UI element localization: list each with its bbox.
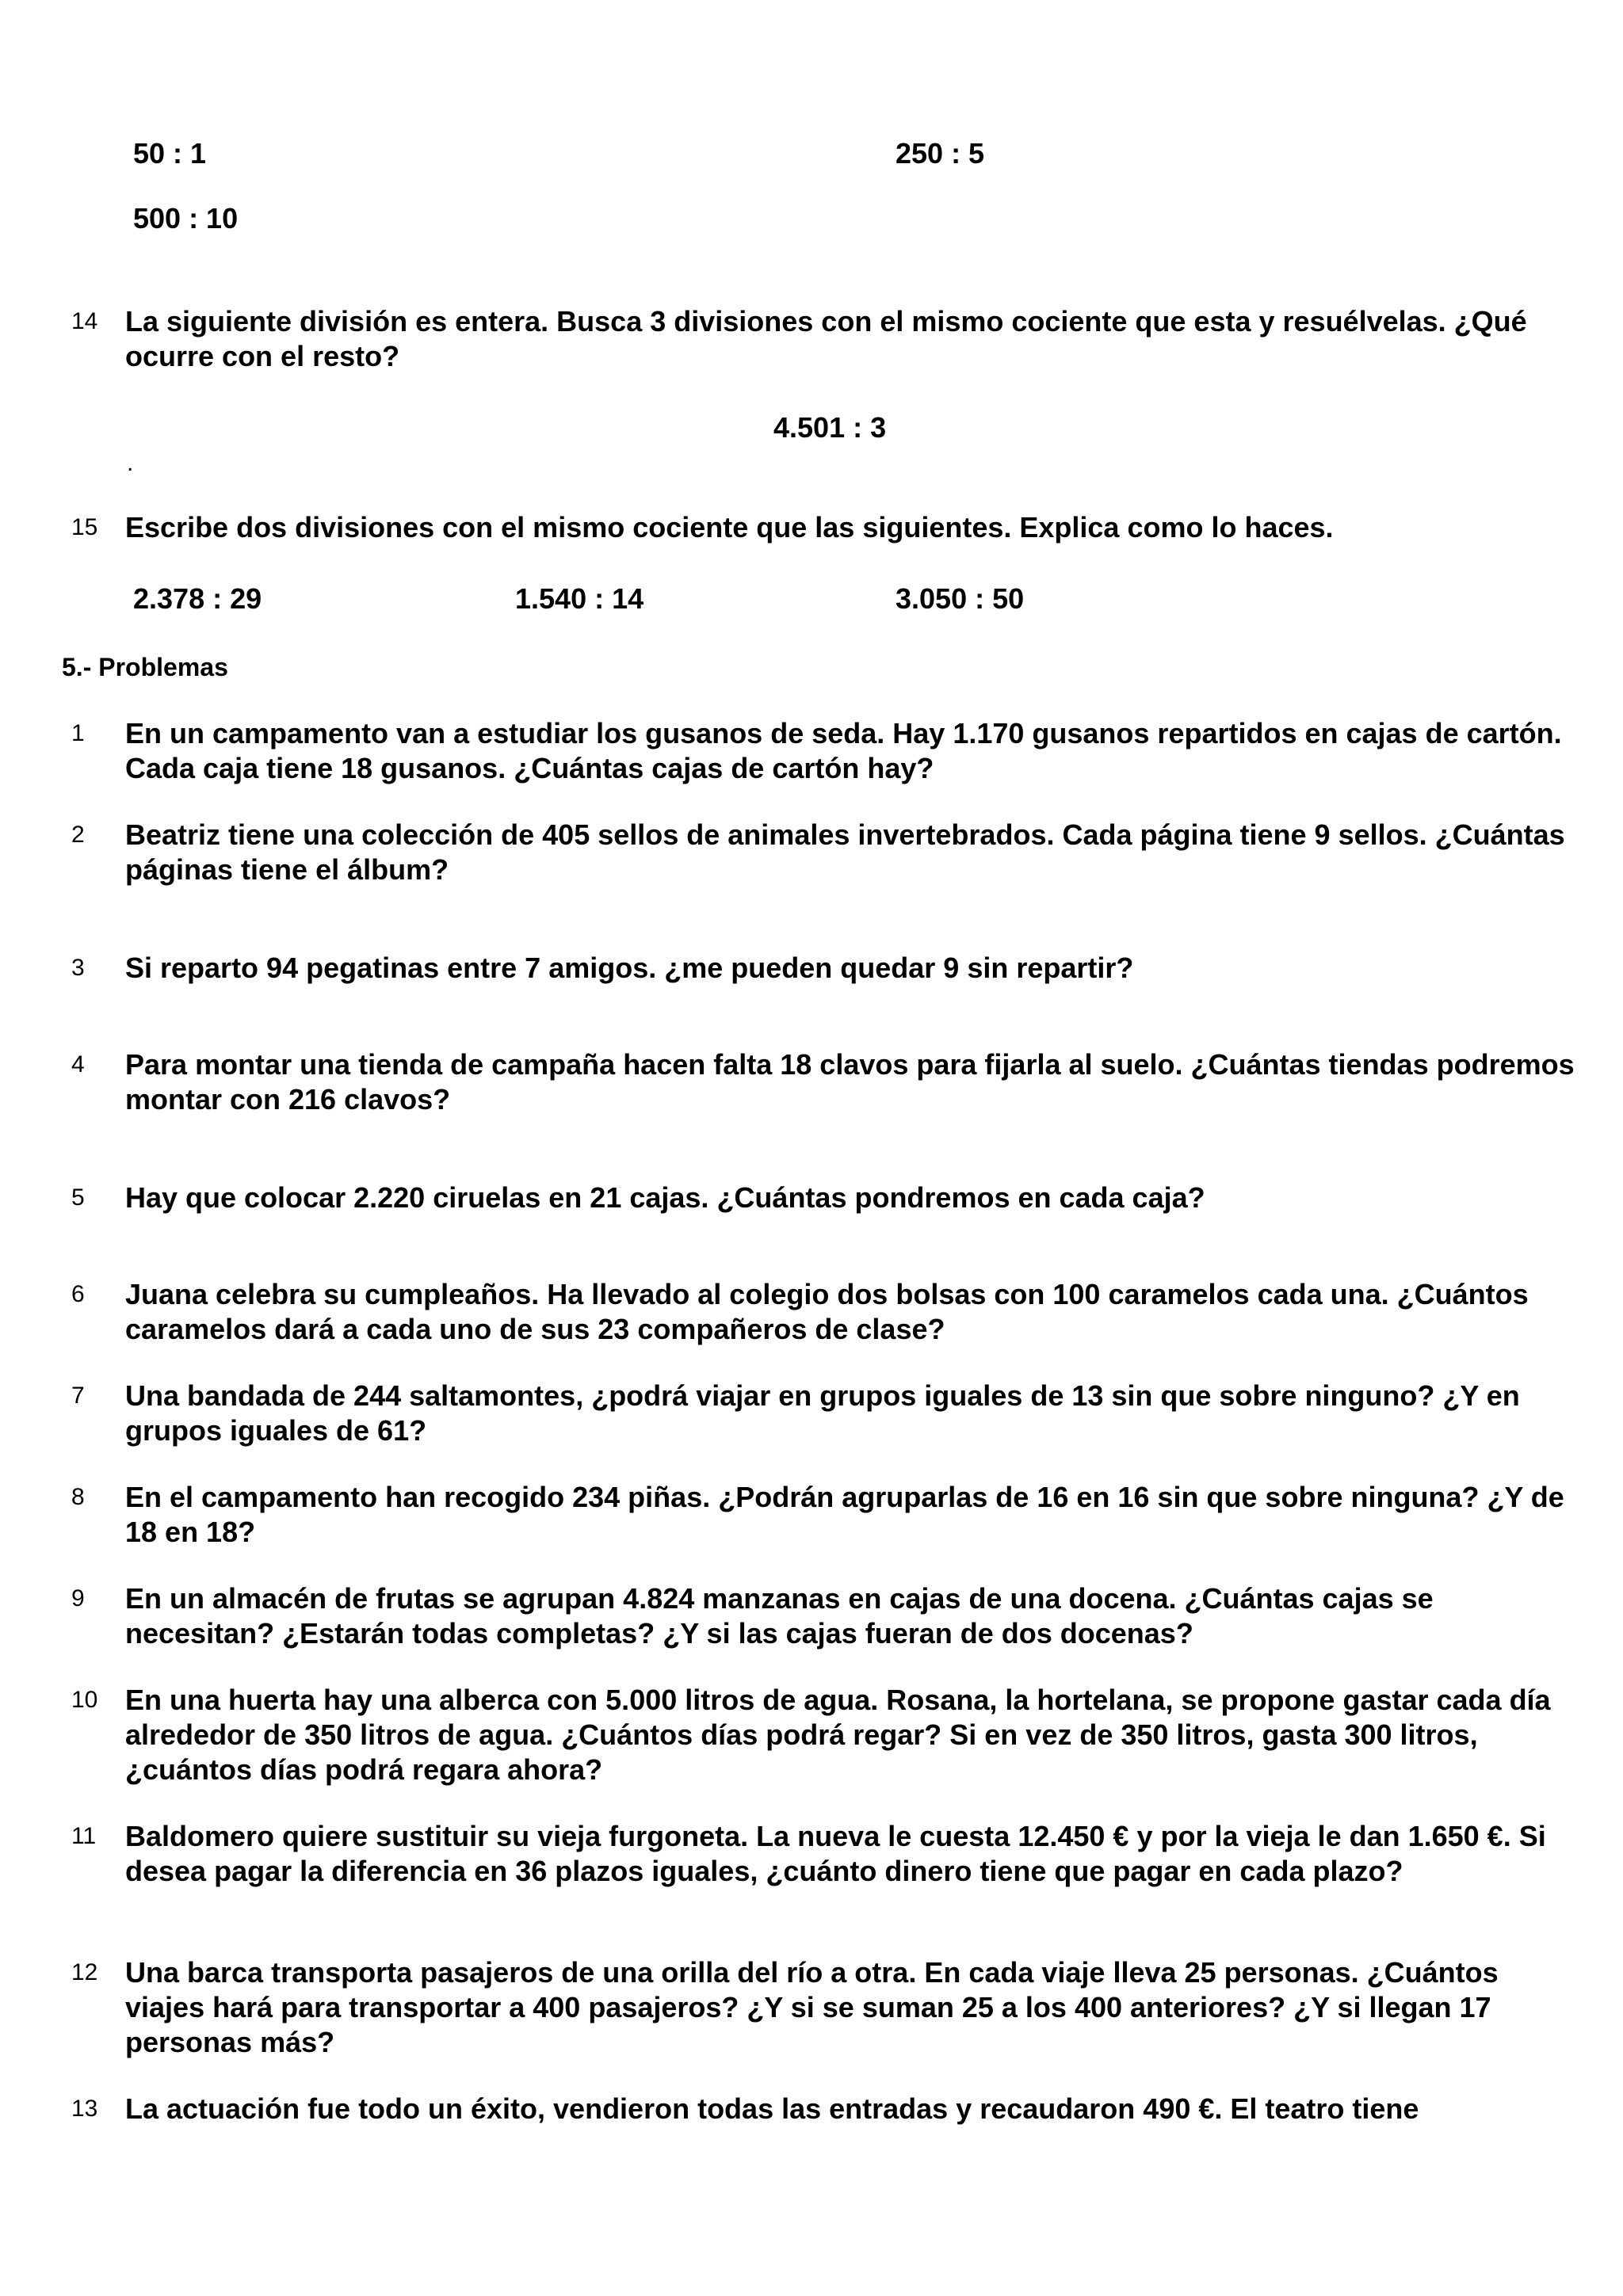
exercise-15-number: 15 — [71, 514, 98, 540]
problem-2-text: Beatriz tiene una colección de 405 sellos de animales invertebrados. Cada página tiene 9 sellos. ¿Cuántas páginas tiene el álbum? — [125, 818, 1565, 886]
problem-8-text: En el campamento han recogido 234 piñas. ¿Podrán agruparlas de 16 en 16 sin que sobre ninguna? ¿Y de 18 en 18? — [125, 1481, 1564, 1548]
problem-5-text: Hay que colocar 2.220 ciruelas en 21 cajas. ¿Cuántas pondremos en cada caja? — [125, 1181, 1205, 1214]
problem-2-number: 2 — [71, 822, 85, 848]
problem-6-number: 6 — [71, 1281, 85, 1307]
problem-11-number: 11 — [71, 1823, 97, 1849]
problem-1-number: 1 — [71, 720, 85, 746]
problem-9-text: En un almacén de frutas se agrupan 4.824 manzanas en cajas de una docena. ¿Cuántas cajas se necesitan? ¿Estarán todas completas? ¿Y si las cajas fueran de dos docenas? — [125, 1582, 1434, 1650]
exercise-14-text: La siguiente división es entera. Busca 3 divisiones con el mismo cociente que esta y resuélvelas. ¿Qué ocurre con el resto? — [125, 305, 1527, 372]
problem-8-number: 8 — [71, 1484, 85, 1510]
problem-6-text: Juana celebra su cumpleaños. Ha llevado al colegio dos bolsas con 100 caramelos cada una. ¿Cuántos caramelos dará a cada uno de sus 23 compañeros de clase? — [125, 1278, 1529, 1345]
problem-12-text: Una barca transporta pasajeros de una orilla del río a otra. En cada viaje lleva 25 personas. ¿Cuántos viajes hará para transportar a 400 pasajeros? ¿Y si se suman 25 a los 400 anteriores? ¿Y si llegan 17 personas más? — [125, 1956, 1499, 2058]
problem-5-number: 5 — [71, 1184, 85, 1211]
problem-4-number: 4 — [71, 1051, 85, 1077]
stray-dot: . — [127, 450, 134, 476]
exercise-15-text: Escribe dos divisiones con el mismo cociente que las siguientes. Explica como lo haces. — [125, 511, 1334, 543]
problem-10-text: En una huerta hay una alberca con 5.000 litros de agua. Rosana, la hortelana, se propone gastar cada día alrededor de 350 litros de agua. ¿Cuántos días podrá regar? Si en vez de 350 litros, gasta 300 litros, ¿cuántos días podrá regara ahora? — [125, 1684, 1551, 1786]
problem-3-number: 3 — [71, 955, 85, 981]
problem-9-number: 9 — [71, 1585, 85, 1611]
problem-7-number: 7 — [71, 1383, 85, 1409]
problem-3-text: Si reparto 94 pegatinas entre 7 amigos. ¿me pueden quedar 9 sin repartir? — [125, 952, 1134, 984]
problem-13-text: La actuación fue todo un éxito, vendieron todas las entradas y recaudaron 490 €. El teatro tiene — [125, 2092, 1419, 2125]
exercise-14-number: 14 — [71, 308, 98, 334]
division-250-5: 250 : 5 — [896, 137, 985, 170]
exercise-14-division: 4.501 : 3 — [773, 411, 887, 444]
division-50-1: 50 : 1 — [133, 137, 207, 170]
problem-13-number: 13 — [71, 2096, 98, 2122]
problem-10-number: 10 — [71, 1687, 98, 1713]
problem-7-text: Una bandada de 244 saltamontes, ¿podrá viajar en grupos iguales de 13 sin que sobre ninguno? ¿Y en grupos iguales de 61? — [125, 1379, 1520, 1447]
exercise-15-division-3: 3.050 : 50 — [896, 582, 1025, 615]
problem-1-text: En un campamento van a estudiar los gusanos de seda. Hay 1.170 gusanos repartidos en cajas de cartón. Cada caja tiene 18 gusanos. ¿Cuántas cajas de cartón hay? — [125, 717, 1562, 784]
exercise-15-division-1: 2.378 : 29 — [133, 582, 262, 615]
problem-11-text: Baldomero quiere sustituir su vieja furgoneta. La nueva le cuesta 12.450 € y por la vieja le dan 1.650 €. Si desea pagar la diferencia en 36 plazos iguales, ¿cuánto dinero tiene que pagar en cada plazo? — [125, 1820, 1546, 1887]
division-500-10: 500 : 10 — [133, 202, 239, 235]
exercise-15-division-2: 1.540 : 14 — [515, 582, 644, 615]
problem-12-number: 12 — [71, 1959, 98, 1985]
section-heading: 5.- Problemas — [62, 653, 228, 681]
problem-4-text: Para montar una tienda de campaña hacen falta 18 clavos para fijarla al suelo. ¿Cuántas tiendas podremos montar con 216 clavos? — [125, 1048, 1575, 1116]
